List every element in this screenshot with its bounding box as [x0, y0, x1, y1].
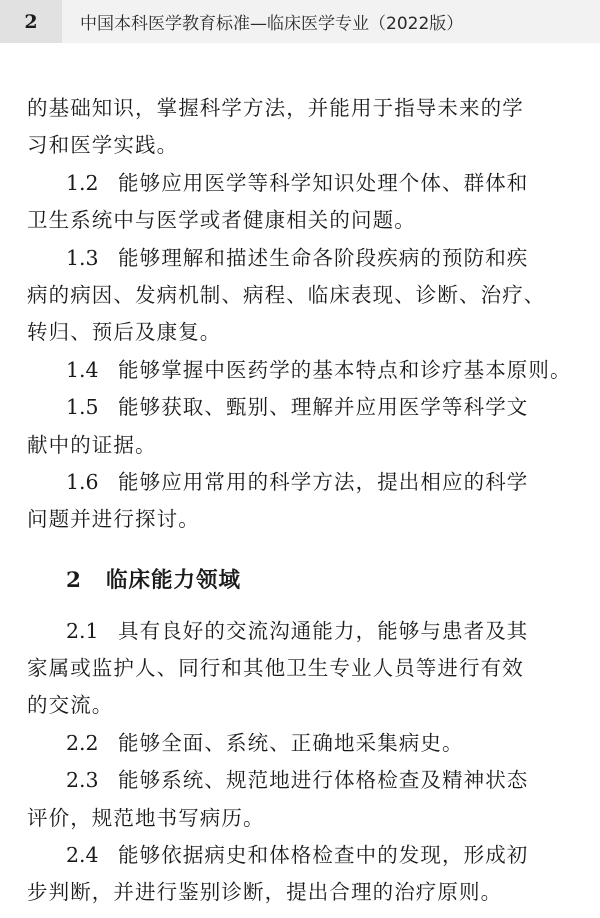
- body-text: [27, 90, 575, 912]
- list-item: [27, 762, 575, 799]
- intro-line: 习和医学实践。: [27, 133, 179, 158]
- item-continuation: 病的病因、发病机制、病程、临床表现、诊断、治疗、: [27, 282, 546, 307]
- item-continuation: 的交流。: [27, 693, 114, 718]
- intro-line: 的基础知识，掌握科学方法，并能用于指导未来的学: [27, 96, 524, 120]
- item-continuation: 卫生系统中与医学或者健康相关的问题。: [27, 208, 416, 233]
- item-text: 具有良好的交流沟通能力，能够与患者及其: [118, 618, 529, 643]
- item-continuation: 献中的证据。: [27, 432, 157, 457]
- list-item: [27, 725, 575, 762]
- list-item: [27, 464, 575, 501]
- section-heading: [27, 561, 575, 601]
- list-item: [27, 613, 575, 650]
- item-number: 1.3: [66, 245, 99, 270]
- item-text: 能够应用医学等科学知识处理个体、群体和: [118, 170, 529, 195]
- item-continuation: 家属或监护人、同行和其他卫生专业人员等进行有效: [27, 656, 524, 681]
- item-number: 1.6: [66, 469, 99, 494]
- section-title: 临床能力领域: [106, 567, 242, 593]
- item-number: 2.3: [66, 768, 99, 793]
- item-text: 能够理解和描述生命各阶段疾病的预防和疾: [118, 245, 529, 270]
- item-continuation: 步判断，并进行鉴别诊断，提出合理的治疗原则。: [27, 880, 503, 905]
- item-continuation: 转归、预后及康复。: [27, 320, 222, 345]
- item-text: 能够获取、甄别、理解并应用医学等科学文: [118, 395, 529, 420]
- item-number: 2.2: [66, 730, 99, 755]
- item-text: 能够掌握中医药学的基本特点和诊疗基本原则。: [118, 357, 572, 382]
- item-number: 1.4: [66, 357, 99, 382]
- list-item: [27, 352, 575, 389]
- running-header: [0, 0, 600, 43]
- item-continuation: 评价，规范地书写病历。: [27, 805, 265, 830]
- list-item: [27, 389, 575, 426]
- item-text: 能够系统、规范地进行体格检查及精神状态: [118, 768, 529, 793]
- page-number: 2: [0, 0, 62, 43]
- section-number: 2: [66, 567, 82, 593]
- list-item: [27, 240, 575, 277]
- item-number: 1.5: [66, 395, 99, 420]
- item-continuation: 问题并进行探讨。: [27, 507, 200, 532]
- item-text: 能够全面、系统、正确地采集病史。: [118, 730, 464, 755]
- book-title: 中国本科医学教育标准—临床医学专业（2022版）: [62, 0, 600, 43]
- list-item: [27, 165, 575, 202]
- item-text: 能够依据病史和体格检查中的发现，形成初: [118, 843, 529, 868]
- item-number: 2.4: [66, 843, 99, 868]
- item-number: 2.1: [66, 618, 99, 643]
- list-item: [27, 837, 575, 874]
- item-text: 能够应用常用的科学方法，提出相应的科学: [118, 469, 529, 494]
- item-number: 1.2: [66, 170, 99, 195]
